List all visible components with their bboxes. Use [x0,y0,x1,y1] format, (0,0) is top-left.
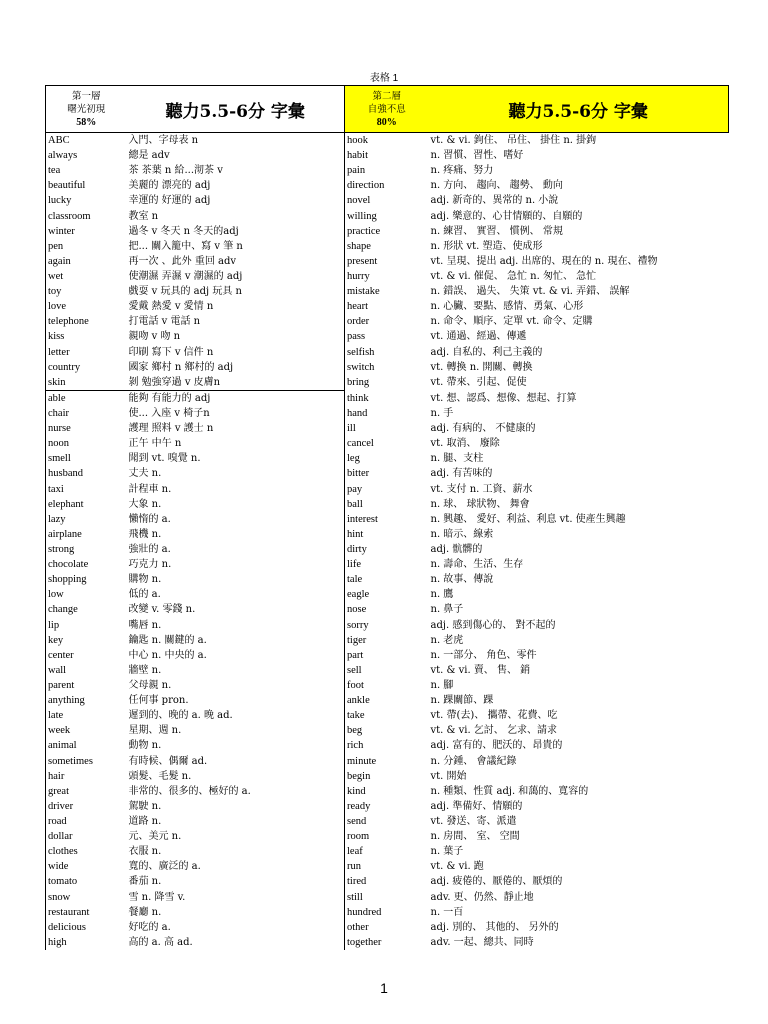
definition-cell-right: n. 腿、支柱 [430,453,484,465]
definition-cell-left: 改變 v. 零錢 n. [127,602,345,617]
definition-cell-right: n. 球、 球狀物、 舞會 [430,498,530,510]
definition-cell-left: 寬的、廣泛的 a. [127,859,345,874]
left-title: 聽力5.5-6分 字彙 [165,101,305,122]
table-row [46,299,729,314]
word-cell-right: selfish [347,346,375,358]
word-cell-right: direction [347,180,385,192]
definition-cell-left: 頭髮、毛髮 n. [127,769,345,784]
word-cell-right: dirty [347,544,367,555]
table-row [46,421,729,436]
left-level-header [46,86,127,133]
word-cell-left: noon [46,436,127,451]
definition-cell-left: 懶惰的 a. [127,512,345,527]
table-row [46,436,729,451]
word-cell-left: high [46,935,127,950]
table-row [46,769,729,784]
definition-cell-right: vt. 呈現、提出 adj. 出席的、現在的 n. 現在、禮物 [430,255,658,267]
word-cell-left: key [46,633,127,648]
definition-cell-right: vt. 發送、寄、派遣 [430,815,517,827]
definition-cell-right: adj. 新奇的、異常的 n. 小說 [430,195,559,207]
definition-cell-left: 聞到 vt. 嗅覺 n. [127,451,345,466]
definition-cell-right: adj. 感到傷心的、 對不起的 [430,619,556,631]
word-cell-left: ABC [46,133,127,149]
word-cell-left: wet [46,269,127,284]
definition-cell-right: adv. 一起、總共、同時 [430,936,534,948]
word-cell-left: driver [46,799,127,814]
table-row [46,133,729,149]
definition-cell-left: 巧克力 n. [127,557,345,572]
table-caption: 表格 1 [369,73,399,84]
definition-cell-left: 美麗的 漂亮的 adj [127,178,345,193]
definition-cell-right: adj. 疲倦的、厭倦的、厭煩的 [430,876,563,888]
definition-cell-right: vt. & vi. 乞討、 乞求、請求 [430,725,557,737]
page-number: 1 [380,980,388,996]
word-cell-left: change [46,602,127,617]
word-cell-left: sometimes [46,753,127,768]
definition-cell-left: 打電話 v 電話 n [127,314,345,329]
table-row [46,163,729,178]
word-cell-right: part [347,649,364,661]
table-row [46,753,729,768]
definition-cell-right: adj. 別的、 其他的、 另外的 [430,921,559,933]
word-cell-left: beautiful [46,178,127,193]
definition-cell-right: n. 分鍾、 會議紀錄 [430,755,517,767]
definition-cell-left: 戲耍 v 玩具的 adj 玩具 n [127,284,345,299]
table-row [46,466,729,481]
word-cell-right: heart [347,301,368,313]
table-row [46,920,729,935]
word-cell-left: hair [46,769,127,784]
word-cell-left: late [46,708,127,723]
definition-cell-left: 總是 adv [127,148,345,163]
definition-cell-right: adj. 骯髒的 [430,544,483,555]
definition-cell-left: 印刷 寫下 v 信件 n [127,345,345,360]
table-row [46,512,729,527]
table-row [46,482,729,497]
definition-cell-left: 國家 鄉村 n 鄉村的 adj [127,360,345,375]
table-row [46,209,729,224]
definition-cell-right: n. 老虎 [430,634,464,646]
word-cell-left: able [46,390,127,406]
definition-cell-left: 大象 n. [127,497,345,512]
definition-cell-right: vt. & vi. 鉤住、 吊住、 掛住 n. 掛鉤 [430,135,597,147]
table-row [46,224,729,239]
right-level-percent: 80% [376,116,397,128]
word-cell-right: present [347,255,378,267]
definition-cell-right: n. 暗示、線索 [430,528,494,540]
right-title: 聽力5.5-6分 字彙 [508,101,648,122]
word-cell-right: send [347,815,367,827]
definition-cell-left: 餐廳 n. [127,905,345,920]
left-title-header [127,86,345,133]
word-cell-right: hand [347,408,368,420]
word-cell-left: love [46,299,127,314]
word-cell-right: shape [347,240,371,252]
word-cell-right: tiger [347,634,367,646]
word-cell-right: hook [347,135,368,147]
word-cell-right: nose [347,604,367,616]
word-cell-right: beg [347,725,363,737]
word-cell-right: pass [347,331,366,343]
definition-cell-right: n. 命令、順序、定單 vt. 命令、定購 [430,316,593,328]
right-title-header [429,86,729,133]
word-cell-left: country [46,360,127,375]
definition-cell-left: 好吃的 a. [127,920,345,935]
word-cell-left: winter [46,224,127,239]
table-row [46,889,729,904]
definition-cell-left: 教室 n [127,209,345,224]
word-cell-left: chair [46,406,127,421]
table-row [46,406,729,421]
left-level-label: 第一層 [71,90,101,102]
definition-cell-left: 番茄 n. [127,874,345,889]
word-cell-right: think [347,392,369,404]
definition-cell-right: vt. & vi. 跑 [430,861,484,873]
definition-cell-left: 遲到的、晚的 a. 晚 ad. [127,708,345,723]
word-cell-right: pain [347,165,366,177]
word-cell-left: clothes [46,844,127,859]
word-cell-right: take [347,710,365,722]
definition-cell-right: n. 房間、 室、 空間 [430,831,520,843]
word-cell-left: shopping [46,572,127,587]
word-cell-right: ball [347,498,363,510]
word-cell-right: rich [347,740,364,752]
word-cell-left: pen [46,239,127,254]
table-row [46,527,729,542]
word-cell-right: eagle [347,589,370,601]
definition-cell-right: n. 手 [430,408,454,420]
definition-cell-left: 動物 n. [127,738,345,753]
definition-cell-left: 護理 照料 v 護士 n [127,421,345,436]
definition-cell-left: 中心 n. 中央的 a. [127,648,345,663]
table-row [46,572,729,587]
definition-cell-right: n. 腳 [430,679,454,691]
definition-cell-right: vt. & vi. 催促、 急忙 n. 匆忙、 急忙 [430,271,597,283]
definition-cell-left: 牆壁 n. [127,663,345,678]
definition-cell-right: n. 心臟、要點、感情、勇氣、心形 [430,301,584,313]
definition-cell-right: adj. 有病的、 不健康的 [430,423,536,435]
word-cell-right: mistake [347,286,380,298]
word-cell-left: airplane [46,527,127,542]
word-cell-left: nurse [46,421,127,436]
definition-cell-left: 駕駛 n. [127,799,345,814]
word-cell-right: together [347,936,382,948]
table-row [46,375,729,391]
word-cell-left: wall [46,663,127,678]
table-row [46,723,729,738]
definition-cell-right: vt. 想、認爲、想像、想起、打算 [430,392,577,404]
word-cell-left: strong [46,542,127,557]
definition-cell-right: vt. 支付 n. 工資、薪水 [430,483,533,495]
definition-cell-right: vt. 帶來、引起、促使 [430,377,527,389]
definition-cell-left: 高的 a. 高 ad. [127,935,345,950]
word-cell-left: parent [46,678,127,693]
table-row [46,193,729,208]
right-level-subtitle: 自強不息 [367,103,406,115]
word-cell-left: restaurant [46,905,127,920]
word-cell-right: hint [347,528,364,540]
definition-cell-right: adj. 樂意的、心甘情願的、自願的 [430,210,583,222]
word-cell-right: hundred [347,906,382,918]
word-cell-right: ill [347,423,356,435]
definition-cell-right: n. 練習、 實習、 慣例、 常規 [430,225,563,237]
right-level-label: 第二層 [372,90,401,102]
word-cell-left: telephone [46,314,127,329]
definition-cell-left: 計程車 n. [127,482,345,497]
table-row [46,602,729,617]
table-row [46,633,729,648]
word-cell-right: leaf [347,846,363,858]
table-row [46,693,729,708]
definition-cell-left: 正午 中午 n [127,436,345,451]
word-cell-right: pay [347,483,363,495]
definition-cell-right: n. 疼痛、努力 [430,165,494,177]
definition-cell-right: adj. 自私的、利己主義的 [430,346,543,358]
word-cell-left: lucky [46,193,127,208]
definition-cell-left: 把... 關入籠中、寫 v 筆 n [127,239,345,254]
table-row [46,254,729,269]
word-cell-left: letter [46,345,127,360]
definition-cell-right: adv. 更、仍然、靜止地 [430,891,534,903]
word-cell-left: toy [46,284,127,299]
definition-cell-right: adj. 有苦味的 [430,468,493,480]
definition-cell-left: 星期、週 n. [127,723,345,738]
definition-cell-left: 使... 入座 v 椅子n [127,406,345,421]
table-row [46,905,729,920]
definition-cell-left: 過冬 v 冬天 n 冬天的adj [127,224,345,239]
word-cell-right: still [347,891,363,903]
table-row [46,874,729,889]
definition-cell-left: 飛機 n. [127,527,345,542]
word-cell-right: ankle [347,695,370,707]
word-cell-right: tired [347,876,367,888]
vocabulary-table [45,85,729,950]
definition-cell-left: 剝 勉強穿過 v 皮膚n [127,375,345,391]
word-cell-left: dollar [46,829,127,844]
definition-cell-right: n. 故事、傳說 [430,574,494,586]
table-row [46,557,729,572]
word-cell-left: week [46,723,127,738]
right-level-header [345,86,429,133]
word-cell-right: practice [347,225,381,237]
word-cell-left: lazy [46,512,127,527]
word-cell-right: order [347,316,370,328]
definition-cell-left: 入門、字母表 n [127,133,345,149]
definition-cell-right: vt. 通過、經過、傳遞 [430,331,527,343]
table-row [46,542,729,557]
table-row [46,738,729,753]
word-cell-left: road [46,814,127,829]
definition-cell-right: n. 鼻子 [430,604,464,616]
table-row [46,587,729,602]
definition-cell-right: n. 鷹 [430,589,454,601]
table-header-row [46,86,729,133]
word-cell-left: anything [46,693,127,708]
word-cell-right: switch [347,361,375,373]
definition-cell-right: n. 習慣、習性、嗜好 [430,150,524,162]
table-row [46,178,729,193]
word-cell-right: minute [347,755,377,767]
left-level-percent: 58% [76,116,97,128]
word-cell-left: low [46,587,127,602]
table-row [46,329,729,344]
table-row [46,784,729,799]
word-cell-right: habit [347,150,368,162]
definition-cell-right: n. 踝關節、踝 [430,695,494,707]
definition-cell-right: n. 壽命、生活、生存 [430,559,524,571]
definition-cell-right: n. 興趣、 愛好、利益、利息 vt. 使產生興趣 [430,513,626,525]
word-cell-right: ready [347,800,371,812]
definition-cell-right: n. 一部分、 角色、零件 [430,649,537,661]
table-row [46,239,729,254]
definition-cell-right: n. 形狀 vt. 塑造、使成形 [430,240,543,252]
word-cell-right: sorry [347,619,369,631]
word-cell-right: willing [347,210,377,222]
table-row [46,678,729,693]
word-cell-right: sell [347,664,362,676]
word-cell-right: run [347,861,361,873]
word-cell-right: hurry [347,271,370,283]
definition-cell-left: 父母親 n. [127,678,345,693]
table-row [46,829,729,844]
word-cell-right: cancel [347,438,374,450]
word-cell-left: great [46,784,127,799]
word-cell-left: elephant [46,497,127,512]
word-cell-right: interest [347,513,378,525]
word-cell-right: bitter [347,468,370,480]
definition-cell-right: vt. 轉換 n. 開關、轉換 [430,361,533,373]
definition-cell-left: 衣服 n. [127,844,345,859]
word-cell-left: lip [46,618,127,633]
definition-cell-right: vt. 帶(去)、 攜帶、花費、吃 [430,710,558,722]
word-cell-right: kind [347,785,366,797]
definition-cell-right: n. 一百 [430,906,464,918]
word-cell-right: room [347,831,370,843]
definition-cell-left: 茶 茶葉 n 給...沏茶 v [127,163,345,178]
table-row [46,284,729,299]
definition-cell-left: 幸運的 好運的 adj [127,193,345,208]
definition-cell-left: 有時候、偶爾 ad. [127,753,345,768]
definition-cell-right: n. 方向、 趨向、 趨勢、 動向 [430,180,563,192]
word-cell-left: skin [46,375,127,391]
table-row [46,663,729,678]
word-cell-left: always [46,148,127,163]
definition-cell-left: 再一次 、此外 重回 adv [127,254,345,269]
definition-cell-left: 使潮濕 弄濕 v 潮濕的 adj [127,269,345,284]
definition-cell-left: 愛戴 熱愛 v 愛情 n [127,299,345,314]
word-cell-left: tea [46,163,127,178]
word-cell-left: kiss [46,329,127,344]
word-cell-right: life [347,559,361,571]
definition-cell-left: 親吻 v 吻 n [127,329,345,344]
table-row [46,360,729,375]
table-row [46,497,729,512]
word-cell-left: animal [46,738,127,753]
table-row [46,799,729,814]
table-row [46,935,729,950]
word-cell-right: begin [347,770,371,782]
word-cell-right: novel [347,195,371,207]
definition-cell-right: n. 葉子 [430,846,464,858]
definition-cell-right: vt. 開始 [430,770,467,782]
word-cell-left: again [46,254,127,269]
definition-cell-left: 鑰匙 n. 關鍵的 a. [127,633,345,648]
table-row [46,148,729,163]
table-row [46,648,729,663]
word-cell-right: leg [347,453,360,465]
left-level-subtitle: 曙光初現 [67,103,106,115]
word-cell-left: snow [46,889,127,904]
table-row [46,269,729,284]
definition-cell-left: 雪 n. 降雪 v. [127,889,345,904]
table-row [46,345,729,360]
table-row [46,451,729,466]
word-cell-left: smell [46,451,127,466]
word-cell-left: classroom [46,209,127,224]
word-cell-left: chocolate [46,557,127,572]
definition-cell-left: 元、美元 n. [127,829,345,844]
definition-cell-right: adj. 富有的、肥沃的、昂貴的 [430,740,563,752]
word-cell-left: center [46,648,127,663]
word-cell-left: wide [46,859,127,874]
definition-cell-left: 任何事 pron. [127,693,345,708]
table-row [46,618,729,633]
definition-cell-right: adj. 準備好、情願的 [430,800,523,812]
definition-cell-left: 丈夫 n. [127,466,345,481]
word-cell-left: delicious [46,920,127,935]
definition-cell-right: vt. 取消、 廢除 [430,438,500,450]
definition-cell-right: n. 種類、性質 adj. 和藹的、寬容的 [430,785,589,797]
table-row [46,859,729,874]
word-cell-right: foot [347,679,364,691]
definition-cell-left: 道路 n. [127,814,345,829]
word-cell-left: tomato [46,874,127,889]
table-row [46,314,729,329]
definition-cell-left: 非常的、很多的、極好的 a. [127,784,345,799]
table-row [46,390,729,406]
table-row [46,814,729,829]
definition-cell-left: 低的 a. [127,587,345,602]
word-cell-right: bring [347,377,370,389]
definition-cell-right: n. 錯誤、 過失、 失策 vt. & vi. 弄錯、 誤解 [430,286,630,298]
word-cell-left: taxi [46,482,127,497]
word-cell-left: husband [46,466,127,481]
table-row [46,708,729,723]
definition-cell-right: vt. & vi. 賣、 售、 銷 [430,664,531,676]
definition-cell-left: 購物 n. [127,572,345,587]
word-cell-right: tale [347,574,363,586]
definition-cell-left: 能夠 有能力的 adj [127,390,345,406]
word-cell-right: other [347,921,369,933]
table-row [46,844,729,859]
definition-cell-left: 強壯的 a. [127,542,345,557]
definition-cell-left: 嘴唇 n. [127,618,345,633]
